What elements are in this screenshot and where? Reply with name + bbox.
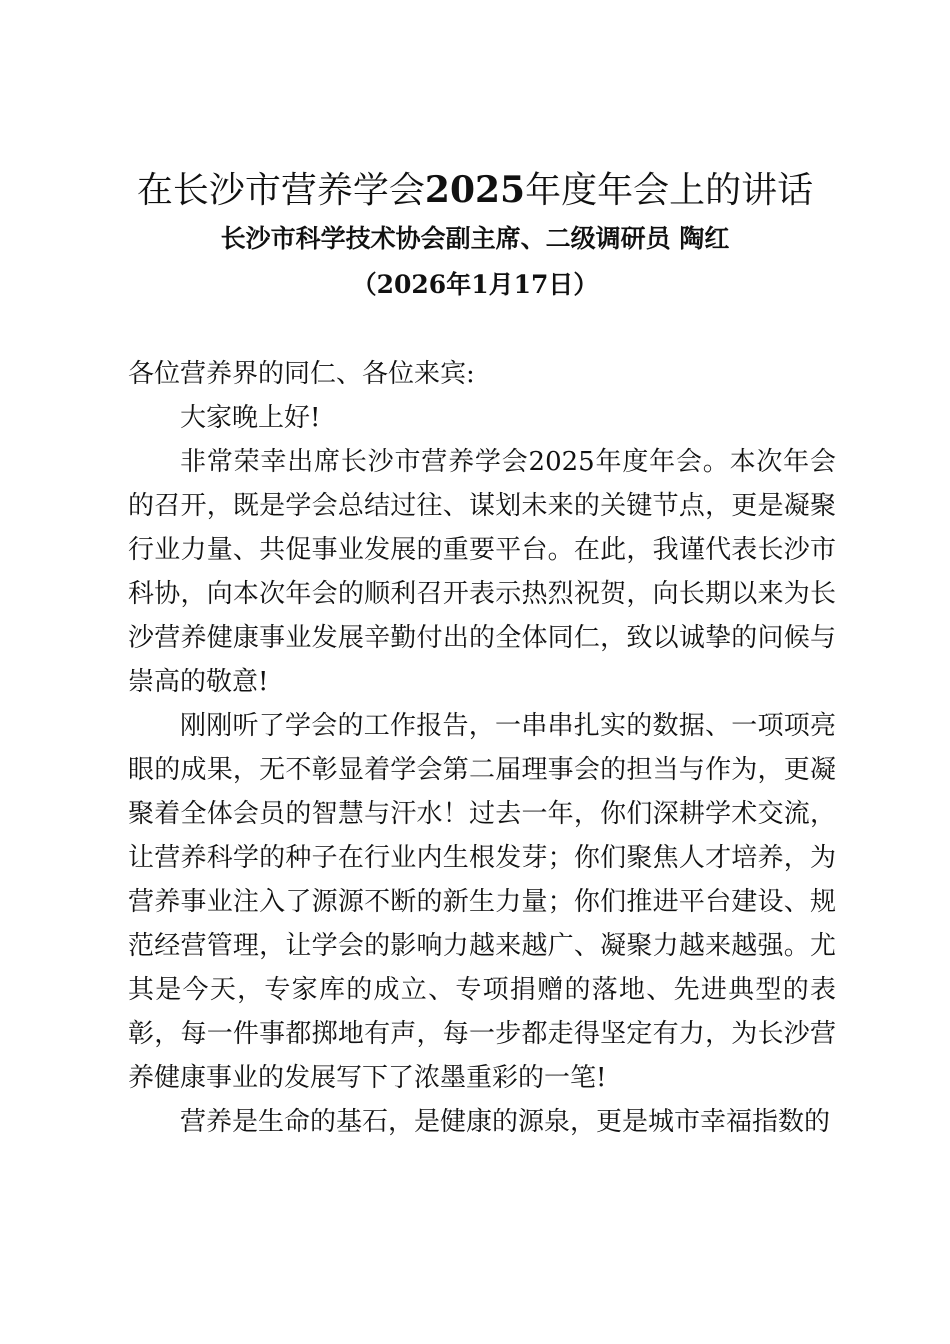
speaker-line: 长沙市科学技术协会副主席、二级调研员 陶红 (220, 224, 730, 253)
speech-body (128, 352, 836, 1144)
title-year: 2025 (424, 169, 526, 211)
paragraph-opening: 非常荣幸出席长沙市营养学会2025年度年会。本次年会的召开，既是学会总结过往、谋划未来的关键节点，更是凝聚行业力量、共促事业发展的重要平台。在此，我谨代表长沙市科协，向本次年会的顺利召开表示热烈祝贺，向长期以来为长沙营养健康事业发展辛勤付出的全体同仁，致以诚挚的问候与崇高的敬意! (128, 447, 836, 697)
paragraph-nutrition: 营养是生命的基石，是健康的源泉，更是城市幸福指数的 (180, 1107, 831, 1137)
paragraph-review: 刚刚听了学会的工作报告，一串串扎实的数据、一项项亮眼的成果，无不彰显着学会第二届理事会的担当与作为，更凝聚着全体会员的智慧与汗水！过去一年，你们深耕学术交流，让营养科学的种子在行业内生根发芽；你们聚焦人才培养，为营养事业注入了源源不断的新生力量；你们推进平台建设、规范经营管理，让学会的影响力越来越广、凝聚力越来越强。尤其是今天，专家库的成立、专项捐赠的落地、先进典型的表彰，每一件事都掷地有声，每一步都走得坚定有力，为长沙营养健康事业的发展写下了浓墨重彩的一笔! (128, 711, 836, 1093)
title-suffix: 年度年会上的讲话 (525, 170, 814, 211)
paragraph-greeting: 大家晚上好! (180, 403, 321, 433)
title-prefix: 在长沙市营养学会 (136, 170, 425, 211)
salutation: 各位营养界的同仁、各位来宾: (128, 359, 475, 389)
speech-title (0, 168, 950, 213)
speech-date: （2026年1月17日） (351, 270, 599, 299)
